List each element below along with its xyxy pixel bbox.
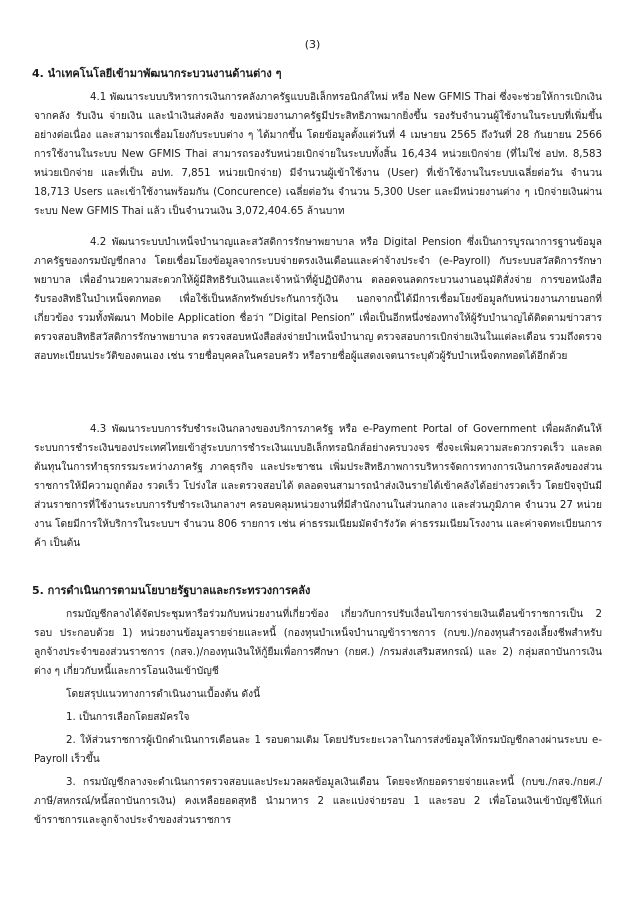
section-5-intro: กรมบัญชีกลางได้จัดประชุมหารือร่วมกับหน่วยงานที่เกี่ยวข้อง เกี่ยวกับการปรับเงื่อนไขการจ่ายเงินเดือนข้าราชการเป็น 2 รอบ ประกอบด้วย 1) หน่วยงานข้อมูลรายจ่ายและหนี้ (กองทุนบำเหน็จบำนาญข้าราชการ (กบข.)/กองทุนสำรองเลี้ยงชีพสำหรับลูกจ้างประจำของส่วนราชการ (กสจ.)/กองทุนเงินให้กู้ยืมเพื่อการศึกษา (กยศ.) /กรมส่งเสริมสหกรณ์) และ 2) กลุ่มสถาบันการเงินต่าง ๆ เกี่ยวกับหนี้และการโอนเงินเข้าบัญชี [34,609,602,677]
paragraph-4-1: 4.1 พัฒนาระบบบริหารการเงินการคลังภาครัฐแบบอิเล็กทรอนิกส์ใหม่ หรือ New GFMIS Thai ซึ่งจะช่วยให้การเบิกเงินจากคลัง รับเงิน จ่ายเงิน และนำเงินส่งคลัง ของหน่วยงานภาครัฐมีประสิทธิภาพมากยิ่งขึ้น รองรับจำนวนผู้ใช้งานในระบบที่เพิ่มขึ้นอย่างต่อเนื่อง และสามารถเชื่อมโยงกับระบบต่าง ๆ ได้มากขึ้น โดยข้อมูลตั้งแต่วันที่ 4 เมษายน 2565 ถึงวันที่ 28 กันยายน 2566 การใช้งานในระบบ New GFMIS Thai สามารถรองรับหน่วยเบิกจ่ายในระบบทั้งสิ้น 16,434 หน่วยเบิกจ่าย (ที่ไม่ใช่ อปท. 8,583 หน่วยเบิกจ่าย และที่เป็น อปท. 7,851 หน่วยเบิกจ่าย) มีจำนวนผู้เข้าใช้งาน (User) ที่เข้าใช้งานในระบบเฉลี่ยต่อวัน จำนวน 18,713 Users และเข้าใช้งานพร้อมกัน (Concurence) เฉลี่ยต่อวัน จำนวน 5,300 User และมีหน่วยงานต่าง ๆ เบิกจ่ายเงินผ่านระบบ New GFMIS Thai แล้ว เป็นจำนวนเงิน 3,072,404.65 ล้านบาท [34,92,602,217]
paragraph-4-2: 4.2 พัฒนาระบบบำเหน็จบำนาญและสวัสดิการรักษาพยาบาล หรือ Digital Pension ซึ่งเป็นการบูรณาการฐานข้อมูลภาครัฐของกรมบัญชีกลาง โดยเชื่อมโยงข้อมูลจากระบบจ่ายตรงเงินเดือนและค่าจ้างประจำ (e-Payroll) กับระบบสวัสดิการรักษาพยาบาล เพื่ออำนวยความสะดวกให้ผู้มีสิทธิรับเงินและเจ้าหน้าที่ผู้ปฏิบัติงาน ตลอดจนลดกระบวนงานอนุมัติสั่งจ่าย การขอหนังสือรับรองสิทธิในบำเหน็จตกทอด เพื่อใช้เป็นหลักทรัพย์ประกันการกู้เงิน นอกจากนี้ได้มีการเชื่อมโยงข้อมูลกับหน่วยงานภายนอกที่เกี่ยวข้อง รวมทั้งพัฒนา Mobile Application ชื่อว่า “Digital Pension” เพื่อเป็นอีกหนึ่งช่องทางให้ผู้รับบำนาญได้ติดตามข่าวสาร ตรวจสอบสิทธิสวัสดิการรักษาพยาบาล ตรวจสอบหนังสือส่งจ่ายบำเหน็จบำนาญ ตรวจสอบการเบิกจ่ายเงินในแต่ละเดือน รวมถึงตรวจสอบทะเบียนประวัติของตนเอง เช่น รายชื่อบุคคลในครอบครัว หรือรายชื่อผู้แสดงเจตนาระบุตัวผู้รับบำเหน็จตกทอดได้อีกด้วย [34,237,602,362]
section-4-3-body [34,420,602,553]
section-5-heading: 5. การดำเนินการตามนโยบายรัฐบาลและกระทรวงการคลัง [32,584,311,597]
list-item-3: 3. กรมบัญชีกลางจะดำเนินการตรวจสอบและประมวลผลข้อมูลเงินเดือน โดยจะหักยอดรายจ่ายและหนี้ (กบข./กสจ./กยศ./ภาษี/สหกรณ์/หนี้สถาบันการเงิน) คงเหลือยอดสุทธิ นำมาหาร 2 และแบ่งจ่ายรอบ 1 และรอบ 2 เพื่อโอนเงินเข้าบัญชีให้แก่ข้าราชการและลูกจ้างประจำของส่วนราชการ [34,777,602,826]
list-item-1: 1. เป็นการเลือกโดยสมัครใจ [66,712,190,723]
section-4-2-body [34,233,602,366]
section-4-heading: 4. นำเทคโนโลยีเข้ามาพัฒนากระบวนงานด้านต่าง ๆ [32,67,282,80]
paragraph-4-3: 4.3 พัฒนาระบบการรับชำระเงินกลางของบริการภาครัฐ หรือ e-Payment Portal of Government เพื่อผลักดันให้ระบบการชำระเงินของประเทศไทยเข้าสู่ระบบการชำระเงินแบบอิเล็กทรอนิกส์อย่างครบวงจร ซึ่งจะเพิ่มความสะดวกรวดเร็ว และลดต้นทุนในการทำธุรกรรมระหว่างภาครัฐ ภาคธุรกิจ และประชาชน เพิ่มประสิทธิภาพการบริหารจัดการทางการเงินการคลังของส่วนราชการให้มีความถูกต้อง รวดเร็ว โปร่งใส และตรวจสอบได้ ตลอดจนสามารถนำส่งเงินรายได้เข้าคลังได้อย่างรวดเร็ว โดยปัจจุบันมีส่วนราชการที่ใช้งานระบบการรับชำระเงินกลางฯ ครอบคลุมหน่วยงานที่มีสำนักงานในส่วนกลาง และส่วนภูมิภาค จำนวน 27 หน่วยงาน โดยมีการให้บริการในระบบฯ จำนวน 806 รายการ เช่น ค่าธรรมเนียมมัดจำรังวัด ค่าธรรมเนียมโรงงาน และค่าจดทะเบียนการค้า เป็นต้น [34,424,602,549]
list-item-2: 2. ให้ส่วนราชการผู้เบิกดำเนินการเดือนละ 1 รอบตามเดิม โดยปรับระยะเวลาในการส่งข้อมูลให้กรมบัญชีกลางผ่านระบบ e-Payroll เร็วขึ้น [34,735,602,765]
section-4-body [34,88,602,221]
section-5-summary: โดยสรุปแนวทางการดำเนินงานเบื้องต้น ดังนี้ [66,689,261,700]
section-5-body [34,605,602,830]
page-number: (3) [304,38,321,51]
